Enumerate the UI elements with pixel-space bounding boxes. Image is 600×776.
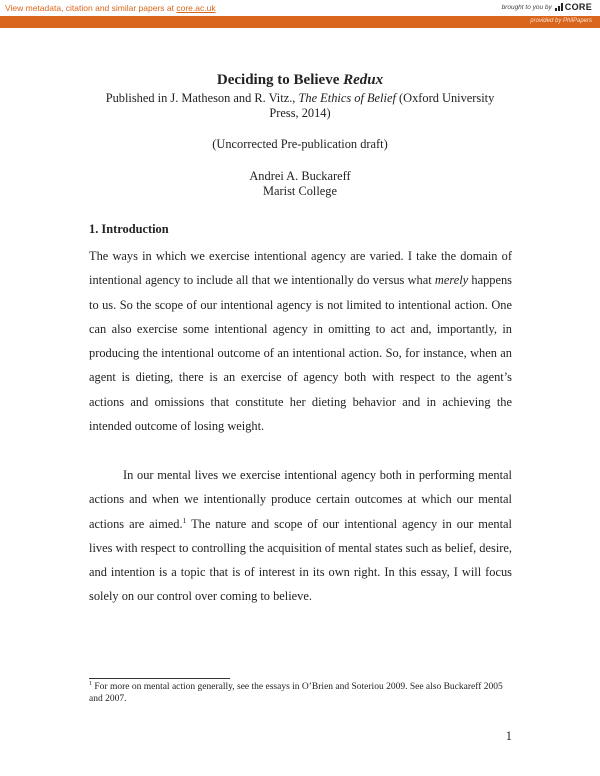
paper-title-main: Deciding to Believe	[216, 72, 344, 88]
paragraph-2	[89, 463, 512, 609]
p2-text-b: The nature and scope of our intentional agency in our mental lives with respect to controlling the acquisition of mental states such as belief, desire, and intention is a topic that is of interest in its own right. In this essay, I will focus solely on our control over coming to believe.	[89, 516, 512, 604]
pub-suffix: (Oxford University Press, 2014)	[269, 91, 495, 120]
p2-text-a: In our mental lives we exercise intentional agency both in performing mental actions and when we intentionally produce certain outcomes at which our mental actions are aimed.	[89, 468, 512, 531]
p1-text-a: The ways in which we exercise intentional agency are varied. I take the domain of intentional agency to include all that we intentionally do versus what	[89, 249, 512, 288]
core-provided-by[interactable]: provided by PhilPapers	[530, 18, 592, 24]
core-link-prefix[interactable]: View metadata, citation and similar papers at	[5, 3, 177, 13]
paper-title-italic: Redux	[343, 72, 384, 88]
paragraph-1	[89, 244, 512, 438]
core-brought-by-text: brought to you by	[501, 3, 552, 11]
p1-text-b: happens to us. So the scope of our intentional agency is not limited to intentional action. One can also exercise some intentional agency in omitting to act and, importantly, in producing the intentional outcome of an intentional action. So, for instance, when an agent is dieting, there is an exercise of agency both with respect to the agent’s actions and omissions that constitute her dieting behavior and in achieving the intended outcome of losing weight.	[89, 273, 512, 434]
pub-book: The Ethics of Belief	[298, 91, 396, 105]
core-logo-icon	[555, 3, 563, 11]
footnote-1	[89, 681, 512, 705]
footnote-mark: 1	[89, 680, 92, 687]
core-link-domain[interactable]: core.ac.uk	[176, 3, 216, 13]
core-logo[interactable]	[555, 2, 592, 12]
paper-title	[0, 72, 600, 89]
core-logo-text: CORE	[564, 2, 592, 12]
core-metadata-link[interactable]	[5, 3, 216, 13]
author-name: Andrei A. Buckareff	[249, 169, 351, 183]
author-affiliation: Marist College	[263, 184, 337, 198]
footnote-ref-1[interactable]: 1	[182, 515, 187, 525]
footnote-text: For more on mental action generally, see the essays in O’Brien and Soteriou 2009. See also Buckareff 2005 and 2007.	[89, 682, 503, 704]
publication-note	[90, 91, 510, 121]
footnote-divider	[89, 678, 230, 679]
core-brought-by	[502, 2, 592, 12]
draft-note: (Uncorrected Pre-publication draft)	[212, 137, 388, 151]
section-heading: 1. Introduction	[89, 222, 169, 236]
p1-emphasis: merely	[434, 273, 469, 288]
core-banner-stripe	[0, 16, 600, 28]
page-number: 1	[505, 729, 512, 743]
pub-prefix: Published in J. Matheson and R. Vitz.,	[105, 91, 299, 105]
core-banner	[0, 0, 600, 28]
author-block	[0, 169, 600, 199]
